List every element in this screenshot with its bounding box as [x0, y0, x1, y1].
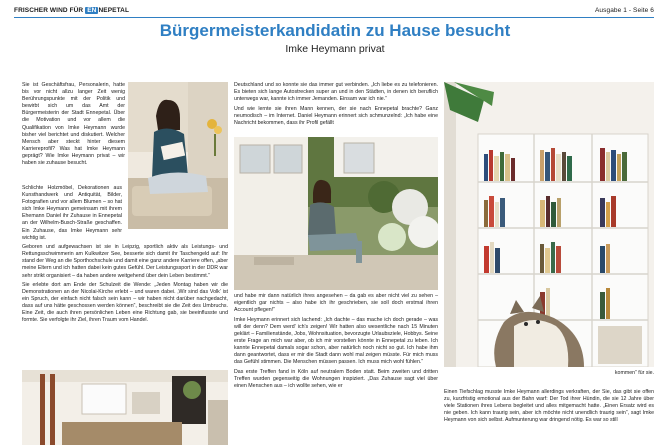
paragraph-home: Schlichte Holzmöbel, Dekorationen aus Kunsthandwerk und Antiquität, Bilder, Fotografien und vor allem Blumen – so hat sich Imke Heymann gemeinsam mit ihrem Ehemann Daniel ihr Zuhause in Ennepetal an der Wilhelm-Busch-Straße geschaffen. Ein Zuhause, das Imke Heymann sehr wichtig ist.: [22, 185, 122, 241]
paragraph-leipzig: Geboren und aufgewachsen ist sie in Leipzig, sportlich aktiv als Leistungs- und Rettungsschwimmerin am Kulkwitzer See, besserte sich damit ihr Taschengeld auf: Ihr stand der Weg an die Sporthochschule und damit eine ganz andere Karriere offen, „aber meine Eltern und ich hatten dabei kein gutes Gefühl. Der Leistungssport in der DDR war sehr strikt organisiert – da haben andere weitgehend über dein Leben bestimmt.“: [22, 244, 228, 279]
photo-bookshelf-cat-image: [444, 82, 654, 367]
photo-living-room-image: [22, 370, 228, 445]
column-1-body: [22, 185, 228, 327]
article-headline: Bürgermeisterkandidatin zu Hause besucht: [159, 21, 511, 40]
brand-suffix: NEPETAL: [98, 6, 130, 14]
paragraph-phone: Deutschland und so konnte sie das immer gut verbinden. „Ich liebe es zu telefonieren. Es bieten sich lange Autostrecken super an und in den Städten, in denen ich beruflich unterwegs war, kannte ich immer Jemanden. Einsam war ich nie.“: [234, 82, 438, 103]
column-2-body: [234, 293, 438, 392]
photo-woman-in-garden: [234, 137, 438, 290]
column-1-intro: [22, 82, 125, 170]
paragraph-welcome: kommen“ für sie.: [614, 370, 654, 376]
paragraph-first-meeting: Das erste Treffen fand in Köln auf neutralem Boden statt. Beim zweiten und dritten Treffen wurden gegenseitig die Wohnungen inspiziert. „Das Zuhause sagt viel über einen Menschen aus – ich wollte sehen, wie er: [234, 368, 438, 389]
brand-mark: EN: [87, 6, 97, 14]
issue-info: Ausgabe 1 - Seite 6: [595, 6, 654, 14]
paragraph-memory: Imke Heymann erinnert sich lachend: „Ich dachte – das mache ich doch gerade – was will der denn? Dem werd' ich's zeigen! Wir hatten also wesentliche nach 15 Minuten geklärt – Familienstände, Jobs, Wohnsituation, bevorzugte Urlaubsziele, Hobbys. Seine erste Frage an mich war aber, ob ich mir vorstellen könnte in Ennepetal zu leben. Ich kannte Ennepetal damals sogar schon, aber natürlich noch nicht so gut. Ich habe ihm dann geantwortet, dass er mir die Stadt dann wohl mal zeigen müsste. Für mich muss das Gefühl stimmen. Die Menschen müssen passen. Ich muss mich wohl fühlen.“: [234, 316, 438, 366]
paragraph-internet: Und wie lernte sie ihren Mann kennen, der sie nach Ennepetal brachte? Ganz neumodisch – im Internet. Daniel Heymann erinnert sich schmunzelnd: „Ich habe eine Nachricht bekommen, dass ihr Profil gefällt: [234, 105, 438, 126]
paragraph-dog: Einen Tiefschlag musste Imke Heymann allerdings verkraften, der Sie, das gibt sie offen zu, kurzfristig emotional aus der Bahn warf: Der Tod ihrer Hündin, die sie 12 Jahre über viele Stationen ihres Lebens begleitet und alles mitgemacht hatte. „Einen Ersatz wird es nie geben. Ich kann traurig sein, aber ich möchte nicht unendlich traurig sein“, sagt Imke Heymann von sich selbst. Aufmunterung war dringend nötig. Es war so still: [444, 389, 654, 424]
masthead: [14, 4, 654, 16]
photo-living-room: [22, 370, 228, 445]
intro-paragraph: Sie ist Geschäftsfrau, Personalerin, hatte bis vor nicht allzu langer Zeit wenig Berührungspunkte mit der Politik und bewirbt sich um das Amt der Bürgermeisterin der Stadt Ennepetal. Über die Motivation und vor allem die Qualifikation von Imke Heymann wurde bisher viel berichtet und diskutiert. Welcher Mensch aber steckt hinter diesem Karriereprofil? Was hat Imke Heymann geprägt? Wie Imke Heymann privat – wir haben sie zuhause besucht.: [22, 82, 125, 167]
brand-prefix: FRISCHER WIND FÜR: [14, 6, 84, 14]
paragraph-wende: Sie erlebte dort am Ende der Schulzeit die Wende: „Jeden Montag haben wir die Demonstrationen an der Nicolai-Kirche erlebt – und waren dabei. ‚Wir sind das Volk‘ ist ein Spruch, der einfach nicht falsch sein kann – wir haben nicht darüber nachgedacht, dass auf uns hätte geschossen werden können“, beschreibt sie die Zeit des Umbruchs. Eine Zeit, die auch ihren persönlichen Leben eine Richtung gab, sie beeinflusste und formte. Sie verfolgte ihr Ziel, ihren Traum vom Handel.: [22, 282, 228, 324]
photo-bookshelf-cat: [444, 82, 654, 367]
masthead-rule: [14, 17, 654, 18]
column-2-top: [234, 82, 438, 129]
column-3-body: [444, 370, 654, 427]
newspaper-brand: [14, 7, 129, 14]
paragraph-account: und habe mir dann natürlich ihres angesehen – da gab es aber nicht viel zu sehen – eigentlich gar nichts – also habe ich ihr geschrieben, sie soll doch erstmal ihren Account pflegen!“: [234, 293, 438, 314]
photo-woman-in-garden-image: [234, 137, 438, 290]
article-byline: Imke Heymann privat: [285, 43, 385, 55]
